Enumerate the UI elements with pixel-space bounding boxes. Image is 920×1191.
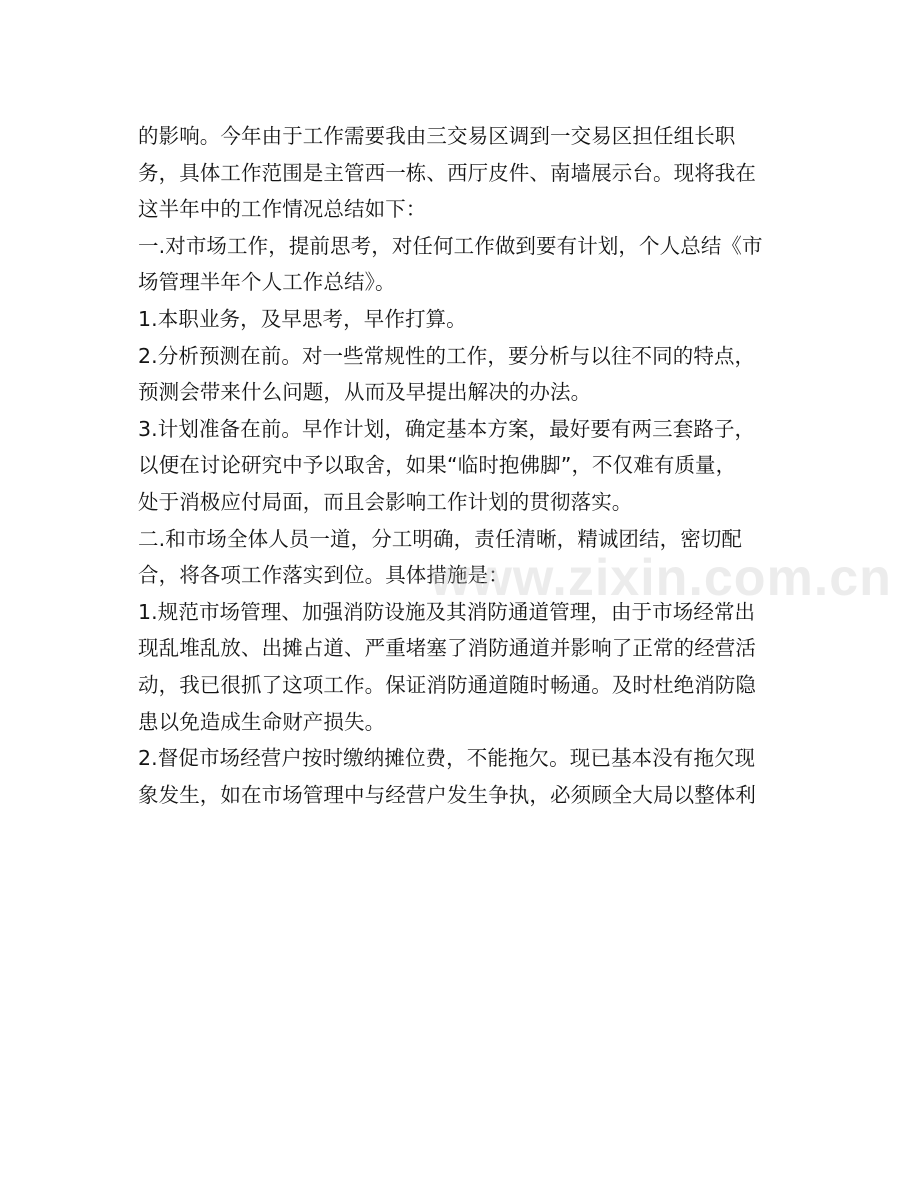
section-heading-line: 二.和市场全体人员一道，分工明确，责任清晰，精诚团结，密切配 bbox=[138, 526, 743, 551]
list-item-line: 2.督促市场经营户按时缴纳摊位费，不能拖欠。现已基本没有拖欠现 bbox=[138, 746, 756, 771]
text-line: 现乱堆乱放、出摊占道、严重堵塞了消防通道并影响了正常的经营活 bbox=[138, 636, 756, 661]
text-line: 象发生，如在市场管理中与经营户发生争执，必须顾全大局以整体利 bbox=[138, 782, 756, 807]
text-line: 合，将各项工作落实到位。具体措施是： bbox=[138, 563, 509, 588]
text-line: 的影响。今年由于工作需要我由三交易区调到一交易区担任组长职 bbox=[138, 124, 736, 148]
list-item-line: 1.规范市场管理、加强消防设施及其消防通道管理，由于市场经常出 bbox=[138, 599, 756, 624]
section-heading-line: 一.对市场工作，提前思考，对任何工作做到要有计划，个人总结《市 bbox=[138, 233, 763, 258]
text-line: 以便在讨论研究中予以取舍，如果“临时抱佛脚”，不仅难有质量， bbox=[138, 453, 737, 478]
text-line: 动，我已很抓了这项工作。保证消防通道随时畅通。及时杜绝消防隐 bbox=[138, 672, 756, 697]
document-body bbox=[138, 118, 788, 813]
text-line: 场管理半年个人工作总结》。 bbox=[138, 270, 396, 295]
list-item-line: 1.本职业务，及早思考，早作打算。 bbox=[138, 306, 467, 331]
watermark: www.zixin.com.cn bbox=[430, 549, 892, 607]
text-line: 这半年中的工作情况总结如下： bbox=[138, 197, 427, 222]
list-item-line: 2.分析预测在前。对一些常规性的工作，要分析与以往不同的特点， bbox=[138, 343, 756, 368]
text-line: 患以免造成生命财产损失。 bbox=[138, 709, 386, 734]
list-item-line: 3.计划准备在前。早作计划，确定基本方案，最好要有两三套路子， bbox=[138, 416, 756, 441]
text-line: 处于消极应付局面，而且会影响工作计划的贯彻落实。 bbox=[138, 489, 633, 514]
text-line: 预测会带来什么问题，从而及早提出解决的办法。 bbox=[138, 380, 592, 405]
text-line: 务，具体工作范围是主管西一栋、西厅皮件、南墙展示台。现将我在 bbox=[138, 160, 756, 185]
